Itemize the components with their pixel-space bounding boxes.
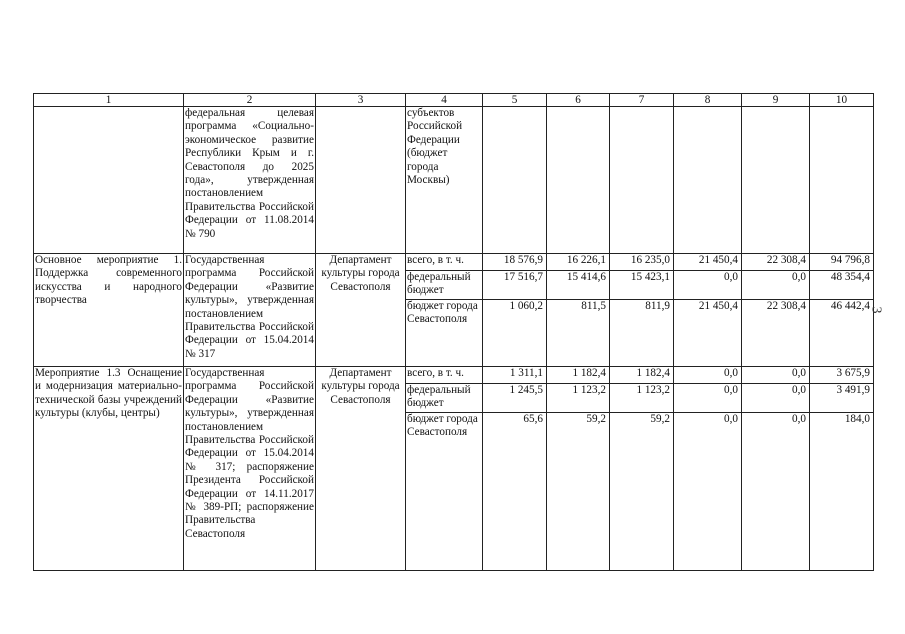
value-cell: 0,0 — [674, 271, 742, 300]
header-cell: 2 — [184, 94, 316, 107]
value-cell — [483, 107, 547, 254]
header-cell: 6 — [547, 94, 610, 107]
value-cell: 1 182,4 — [547, 367, 610, 384]
value-cell: 1 123,2 — [547, 384, 610, 413]
value-cell — [742, 107, 810, 254]
value-cell: 811,5 — [547, 300, 610, 367]
document-cell: Государственная программа Российской Федерации «Развитие культуры», утвержденная постановлением Правительства Российской Федерации от 15.04.2014 № 317; распоряжение Президента Российской Федерации от 14.11.2017 № 389-РП; распоряжение Правительства Севастополя — [184, 367, 316, 571]
value-cell: 15 414,6 — [547, 271, 610, 300]
value-cell: 22 308,4 — [742, 254, 810, 271]
value-cell: 21 450,4 — [674, 300, 742, 367]
source-label: бюджет города Севастополя — [406, 300, 483, 367]
source-cell: субъектов Российской Федерации (бюджет города Москвы) — [406, 107, 483, 254]
value-cell: 16 235,0 — [610, 254, 674, 271]
value-cell: 0,0 — [674, 413, 742, 571]
source-label: федеральный бюджет — [406, 384, 483, 413]
name-cell: Основное мероприятие 1. Поддержка современного искусства и народного творчества — [34, 254, 184, 367]
header-cell: 5 — [483, 94, 547, 107]
value-cell: 48 354,4 — [810, 271, 874, 300]
page-margin-mark: 3 — [868, 306, 884, 314]
executor-cell: Департамент культуры города Севастополя — [316, 254, 406, 367]
value-cell: 1 123,2 — [610, 384, 674, 413]
value-cell: 65,6 — [483, 413, 547, 571]
value-cell: 1 060,2 — [483, 300, 547, 367]
value-cell: 0,0 — [742, 413, 810, 571]
table-row — [34, 107, 874, 254]
name-cell — [34, 107, 184, 254]
name-cell: Мероприятие 1.3 Оснащение и модернизация материально-технической базы учреждений культуры (клубы, центры) — [34, 367, 184, 571]
executor-cell: Департамент культуры города Севастополя — [316, 367, 406, 571]
value-cell: 94 796,8 — [810, 254, 874, 271]
value-cell: 1 311,1 — [483, 367, 547, 384]
value-cell: 0,0 — [742, 384, 810, 413]
table-row — [34, 367, 874, 384]
value-cell: 3 491,9 — [810, 384, 874, 413]
value-cell: 21 450,4 — [674, 254, 742, 271]
value-cell — [610, 107, 674, 254]
header-cell: 1 — [34, 94, 184, 107]
header-cell: 10 — [810, 94, 874, 107]
value-cell: 0,0 — [674, 384, 742, 413]
document-cell: федеральная целевая программа «Социально-экономическое развитие Республики Крым и г. Севастополя до 2025 года», утвержденная постановлением Правительства Российской Федерации от 11.08.2014 № 790 — [184, 107, 316, 254]
value-cell: 59,2 — [610, 413, 674, 571]
value-cell: 1 182,4 — [610, 367, 674, 384]
value-cell: 17 516,7 — [483, 271, 547, 300]
header-cell: 3 — [316, 94, 406, 107]
document-cell: Государственная программа Российской Федерации «Развитие культуры», утвержденная постановлением Правительства Российской Федерации от 15.04.2014 № 317 — [184, 254, 316, 367]
source-label: федеральный бюджет — [406, 271, 483, 300]
source-label: всего, в т. ч. — [406, 367, 483, 384]
value-cell: 18 576,9 — [483, 254, 547, 271]
header-cell: 4 — [406, 94, 483, 107]
header-row — [34, 94, 874, 107]
value-cell: 3 675,9 — [810, 367, 874, 384]
value-cell: 184,0 — [810, 413, 874, 571]
header-cell: 9 — [742, 94, 810, 107]
program-table — [33, 93, 874, 571]
value-cell: 1 245,5 — [483, 384, 547, 413]
value-cell: 0,0 — [742, 271, 810, 300]
value-cell: 59,2 — [547, 413, 610, 571]
value-cell: 16 226,1 — [547, 254, 610, 271]
value-cell: 46 442,4 — [810, 300, 874, 367]
value-cell: 0,0 — [674, 367, 742, 384]
source-label: бюджет города Севастополя — [406, 413, 483, 571]
header-cell: 7 — [610, 94, 674, 107]
header-cell: 8 — [674, 94, 742, 107]
source-label: всего, в т. ч. — [406, 254, 483, 271]
value-cell: 811,9 — [610, 300, 674, 367]
value-cell: 0,0 — [742, 367, 810, 384]
value-cell: 22 308,4 — [742, 300, 810, 367]
executor-cell — [316, 107, 406, 254]
value-cell — [547, 107, 610, 254]
value-cell — [810, 107, 874, 254]
value-cell — [674, 107, 742, 254]
table-row — [34, 254, 874, 271]
value-cell: 15 423,1 — [610, 271, 674, 300]
